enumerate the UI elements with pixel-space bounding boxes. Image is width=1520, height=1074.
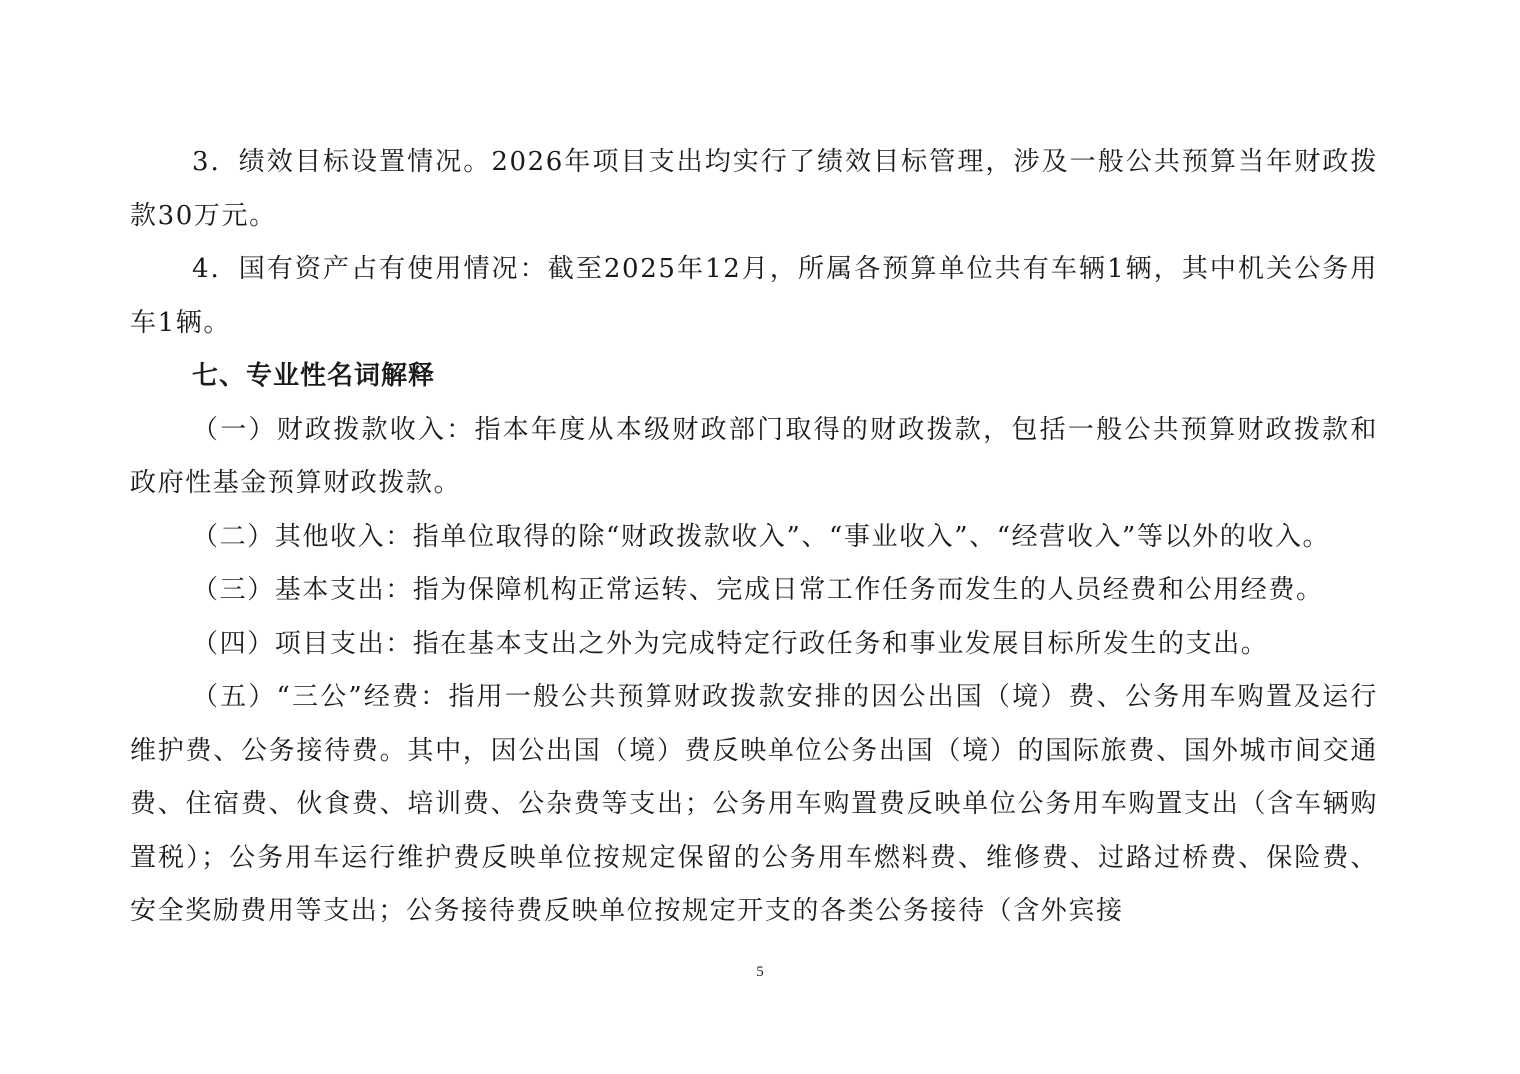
paragraph-project-expenditure: （四）项目支出：指在基本支出之外为完成特定行政任务和事业发展目标所发生的支出。 [192, 628, 1269, 659]
section-heading-terms: 七、专业性名词解释 [192, 361, 436, 391]
paragraph-fiscal-appropriation-income: （一）财政拨款收入：指本年度从本级财政部门取得的财政拨款，包括一般公共预算财政拨款和政府性基金预算财政拨款。 [130, 414, 1378, 498]
paragraph-other-income: （二）其他收入：指单位取得的除“财政拨款收入”、“事业收入”、“经营收入”等以外的收入。 [192, 521, 1331, 552]
paragraph-three-public-expenses: （五）“三公”经费：指用一般公共预算财政拨款安排的因公出国（境）费、公务用车购置及运行维护费、公务接待费。其中，因公出国（境）费反映单位公务出国（境）的国际旅费、国外城市间交通费、住宿费、伙食费、培训费、公杂费等支出；公务用车购置费反映单位公务用车购置支出（含车辆购置税）；公务用车运行维护费反映单位按规定保留的公务用车燃料费、维修费、过路过桥费、保险费、安全奖励费用等支出；公务接待费反映单位按规定开支的各类公务接待（含外宾接 [130, 682, 1378, 926]
paragraph-state-assets: 4．国有资产占有使用情况：截至2025年12月，所属各预算单位共有车辆1辆，其中机关公务用车1辆。 [130, 254, 1378, 338]
paragraph-basic-expenditure: （三）基本支出：指为保障机构正常运转、完成日常工作任务而发生的人员经费和公用经费。 [192, 575, 1324, 605]
page-body [130, 136, 1378, 939]
page-number: 5 [756, 964, 764, 980]
paragraph-performance-goals: 3．绩效目标设置情况。2026年项目支出均实行了绩效目标管理，涉及一般公共预算当年财政拨款30万元。 [130, 147, 1378, 231]
